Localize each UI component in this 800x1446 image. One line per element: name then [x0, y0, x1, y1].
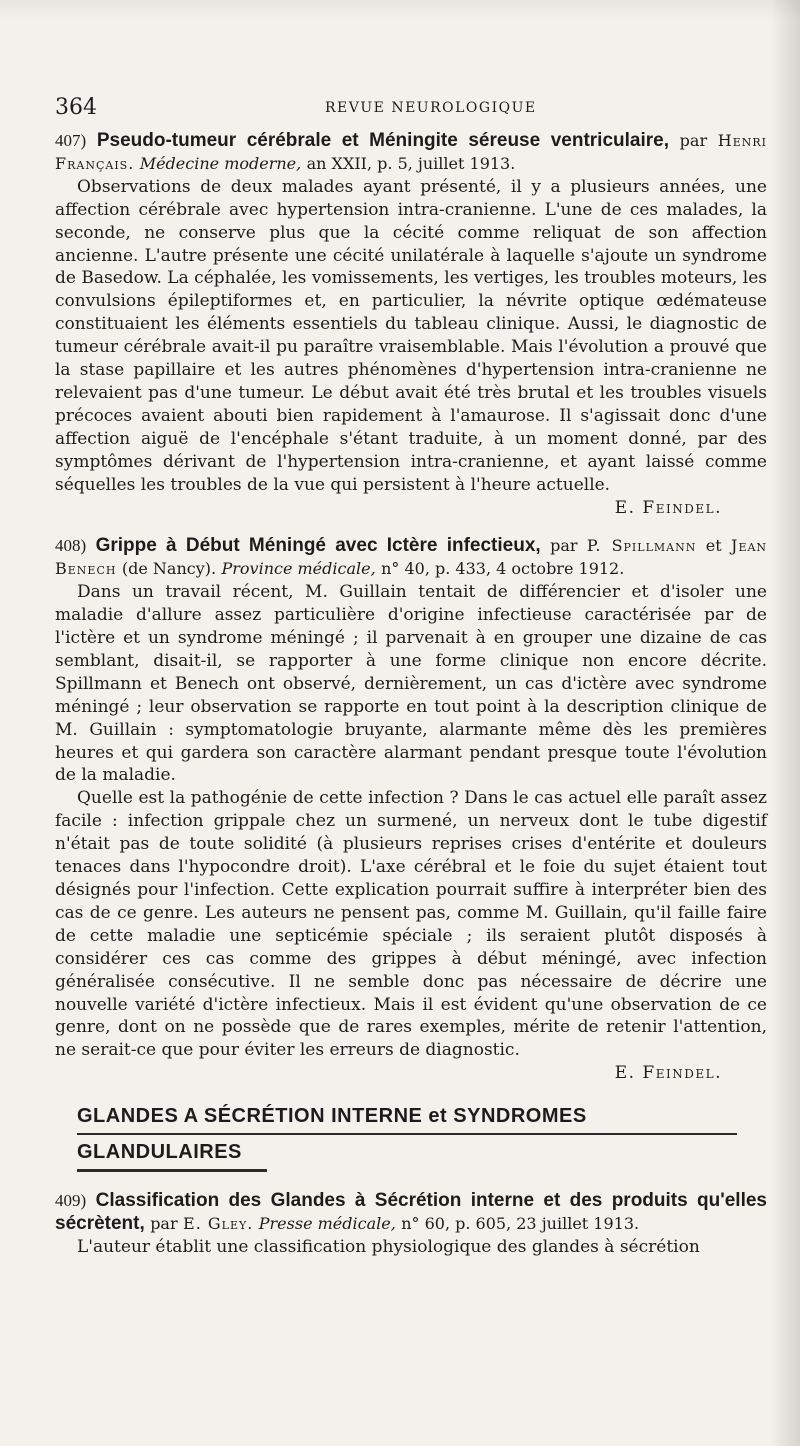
entry-citation: n° 40, p. 433, 4 octobre 1912.: [381, 559, 625, 579]
signature-text: E. Feindel.: [614, 1063, 722, 1084]
entry-signature: [55, 1062, 767, 1085]
scan-shadow-top: [0, 0, 800, 20]
entry-author: E. Gley.: [183, 1214, 254, 1234]
entry-407: [55, 130, 767, 519]
entry-journal: Presse médicale,: [258, 1214, 396, 1234]
page-number: 364: [55, 95, 97, 120]
scan-shadow-right: [770, 0, 800, 1446]
running-header: [55, 95, 765, 119]
entry-author: Henri Français.: [55, 131, 767, 173]
by-label: par: [679, 131, 708, 150]
section-heading: [77, 1101, 737, 1172]
by-label: par: [150, 1214, 178, 1234]
text-column: [55, 130, 767, 1259]
section-rule-short: [77, 1169, 267, 1172]
signature-text: E. Feindel.: [614, 497, 722, 518]
entry-408: [55, 535, 767, 1085]
entry-paragraph: Observations de deux malades ayant présenté, il y a plusieurs années, une affection cérébrale avec hypertension intra-cranienne. L'une de ces malades, la seconde, ne conserve plus que la cécité comme reliquat de son affection ancienne. L'autre présente une cécité unilatérale à laquelle s'ajoute un syndrome de Basedow. La céphalée, les vomissements, les vertiges, les troubles moteurs, les convulsions épileptiformes et, en particulier, la névrite optique œdémateuse constituaient les éléments essentiels du tableau clinique. Aussi, le diagnostic de tumeur cérébrale avait-il pu paraître vraisemblable. Mais l'évolution a prouvé que la stase papillaire et les autres phénomènes d'hypertension intra-cranienne ne relevaient pas d'une tumeur. Le début avait été très brutal et les troubles visuels précoces avaient abouti bien rapidement à l'amaurose. Il s'agissait donc d'une affection aiguë de l'encéphale s'étant traduite, à un moment donné, par des symptômes dérivant de l'hypertension intra-cranienne, et ayant laissé comme séquelles les troubles de la vue qui persistent à l'heure actuelle.: [55, 176, 767, 495]
entry-journal: Médecine moderne,: [139, 153, 302, 173]
entry-title: Grippe à Début Méningé avec Ictère infectieux,: [95, 535, 541, 557]
entry-paragraph: Quelle est la pathogénie de cette infection ? Dans le cas actuel elle paraît assez facile : infection grippale chez un surmené, un nerveux dont le tube digestif n'était pas de toute solidité (à plusieurs reprises crises d'entérite et douleurs tenaces dans l'hypocondre droit). L'axe cérébral et le foie du sujet étaient tout désignés pour l'infection. Cette explication pourrait suffire à interpréter bien des cas de ce genre. Les auteurs ne pensent pas, comme M. Guillain, qu'il faille faire de cette maladie une septicémie spéciale ; ils seraient plutôt disposés à considérer ces cas comme des grippes à début méningé, avec infection généralisée consécutive. Il ne semble donc pas nécessaire de décrire une nouvelle variété d'ictère infectieux. Mais il est évident qu'une observation de ce genre, dont on ne possède que de rares exemples, mérite de retenir l'attention, ne serait-ce que pour éviter les erreurs de diagnostic.: [55, 788, 767, 1061]
entry-citation: an XXII, p. 5, juillet 1913.: [306, 153, 516, 173]
entry-heading: [55, 1190, 767, 1236]
spacer: [55, 519, 767, 535]
entry-409: [55, 1190, 767, 1259]
section-rule: [77, 1133, 737, 1135]
entry-number: 409): [55, 1191, 87, 1211]
spacer: [55, 1174, 767, 1190]
entry-author: P. Spillmann: [586, 536, 697, 556]
entry-number: 407): [55, 131, 87, 150]
entry-coauthor: Jean Benech: [55, 536, 768, 579]
section-title-line1: GLANDES A SÉCRÉTION INTERNE et SYNDROMES: [77, 1105, 587, 1128]
entry-paragraph: Dans un travail récent, M. Guillain tentait de différencier et d'isoler une maladie d'allure assez particulière d'origine infectieuse caractérisée par de l'ictère et un syndrome méningé ; il parvenait à en grouper une dizaine de cas semblant, disait-il, se rapporter à une forme clinique non encore décrite. Spillmann et Benech ont observé, dernièrement, un cas d'ictère avec syndrome méningé ; leur observation se rapporte en tout point à la description clinique de M. Guillain : symptomatologie bruyante, alarmante même dès les premières heures et qui gardera son caractère alarmant pendant presque toute l'évolution de la maladie.: [55, 582, 767, 786]
entry-paragraph: L'auteur établit une classification physiologique des glandes à sécrétion: [77, 1236, 700, 1257]
entry-heading: [55, 130, 767, 176]
entry-signature: [55, 497, 767, 520]
section-title-line2: GLANDULAIRES: [77, 1141, 242, 1164]
entry-number: 408): [55, 536, 87, 556]
entry-title: Pseudo-tumeur cérébrale et Méningite séreuse ventriculaire,: [96, 130, 669, 151]
entry-citation: n° 60, p. 605, 23 juillet 1913.: [401, 1214, 640, 1234]
journal-title: REVUE NEUROLOGIQUE: [325, 100, 537, 116]
entry-heading: [55, 535, 767, 581]
coauthor-prefix: et: [705, 536, 722, 556]
entry-journal: Province médicale,: [221, 559, 376, 579]
coauthor-suffix: (de Nancy).: [121, 559, 217, 579]
by-label: par: [550, 536, 578, 556]
entry-title: Classification des Glandes à Sécrétion interne et des produits qu'elles sécrètent,: [55, 1190, 767, 1235]
